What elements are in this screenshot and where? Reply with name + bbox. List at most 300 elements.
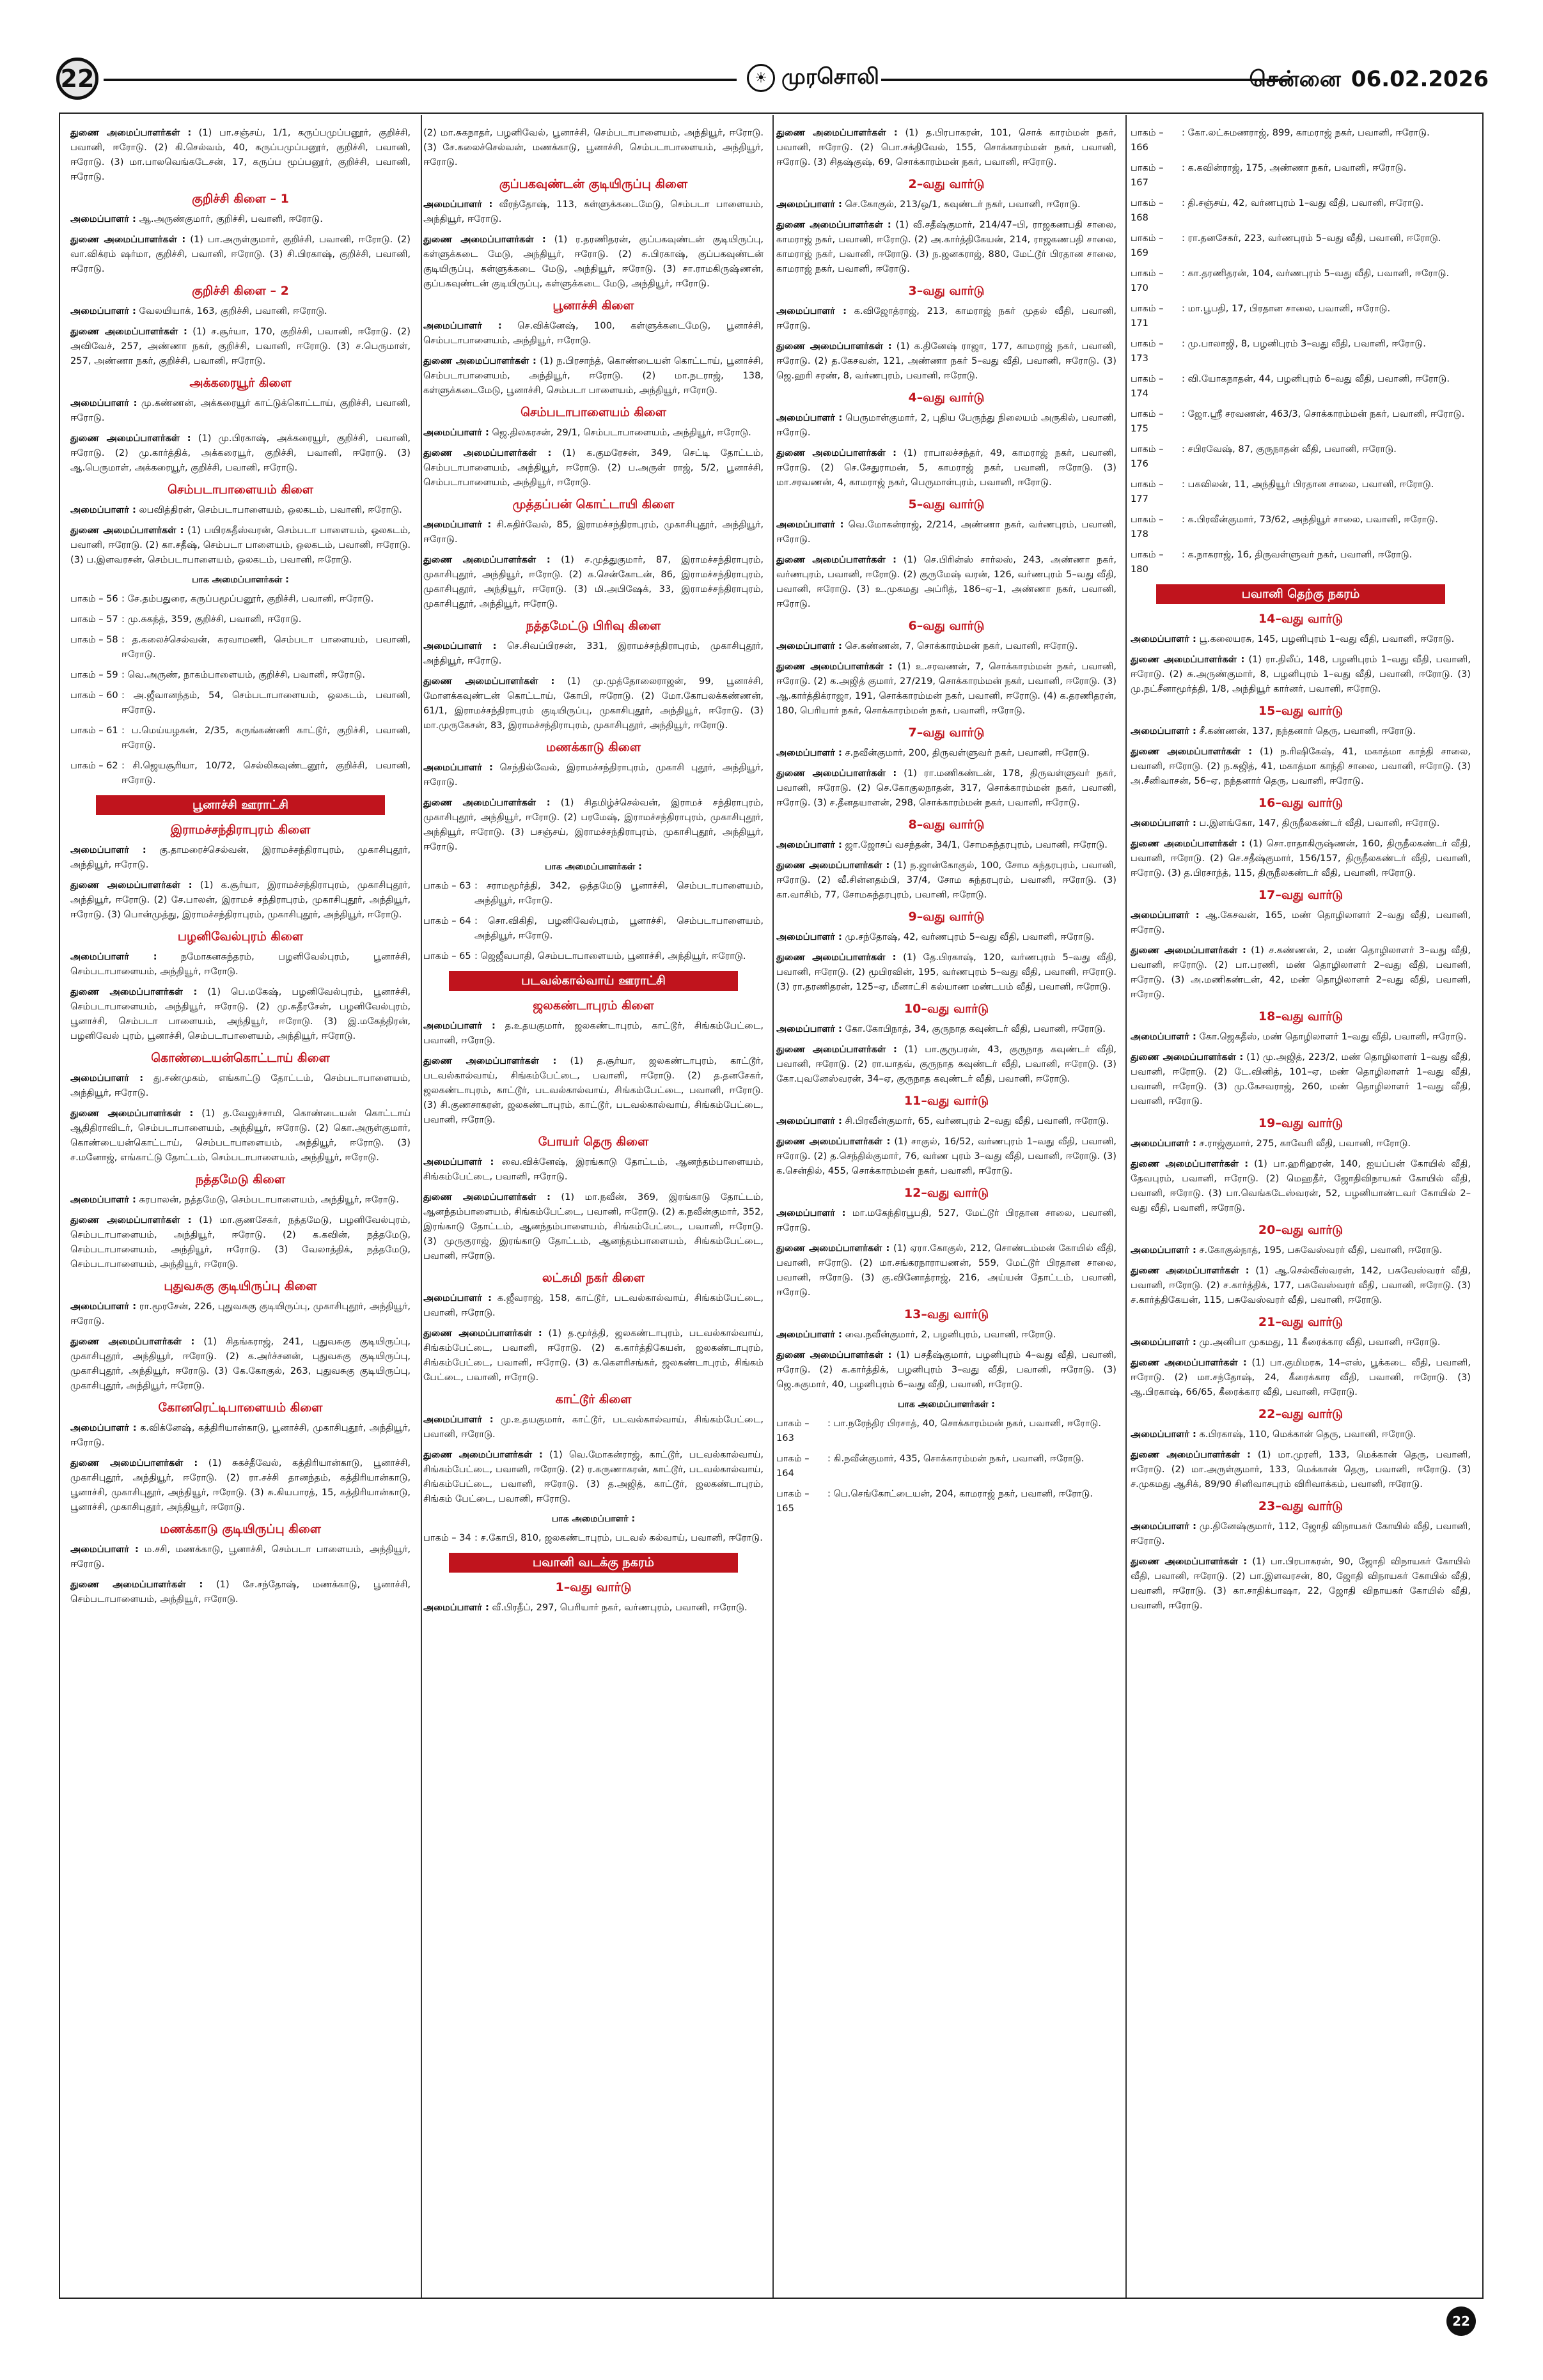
- member-details: (1) தே.பிரகாஷ், 120, வர்ணபுரம் 5–வது வீதி, பவானி, ஈரோடு. (2) மூபிரவின், 195, வர்ணபுரம் 5–வது வீதி, பவானி, ஈரோடு. (3) ரா.தரணிதரன், 125–ஏ, மீனாட்சி கல்யாண மண்டபம் வீதி, பவானி, ஈரோடு.: [776, 952, 1116, 992]
- member-entry: [1131, 1263, 1471, 1307]
- member-details: (1) ச.கண்ணன், 2, மண் தொழிலாளர் 3–வது வீதி, பவானி, ஈரோடு. (2) பா.பரணி, மண் தொழிலாளர் 2–வது வீதி, பவானி, ஈரோடு. (3) அ.மணிகண்டன், 42, மண் தொழிலாளர் 2–வது வீதி, பவானி, ஈரோடு.: [1131, 945, 1471, 1000]
- role-label: அமைப்பாளர் :: [1131, 1138, 1196, 1149]
- booth-number: பாகம் – 34: [423, 1532, 471, 1543]
- booth-member: : பெ.செங்கோட்டையன், 204, காமராஜ் நகர், பவானி, ஈரோடு.: [827, 1488, 1093, 1499]
- member-details: ரா.மூரசேன், 226, புதுவசுகு குடியிருப்பு, முகாசிபுதூர், அந்தியூர், ஈரோடு.: [70, 1301, 411, 1326]
- role-label: அமைப்பாளர் :: [70, 951, 157, 962]
- member-details: (1) சொ.ராதாகிருஷ்ணன், 160, திருநீலகண்டர் வீதி, பவானி, ஈரோடு. (2) செ.சதீஷ்குமார், 156/157, திருநீலகண்டர் வீதி, பவானி, ஈரோடு. (3) த.பிரசாந்த், 115, திருநீலகண்டர் வீதி, பவானி, ஈரோடு.: [1131, 838, 1471, 878]
- role-label: அமைப்பாளர் :: [776, 1208, 846, 1218]
- booth-member: : கா.தரணிதரன், 104, வர்ணபுரம் 5–வது வீதி, பவானி, ஈரோடு.: [1182, 268, 1450, 279]
- section-heading: முத்தப்பன் கொட்டாயி கிளை: [512, 497, 675, 511]
- role-label: அமைப்பாளர் :: [70, 844, 146, 855]
- section-heading: 12–வது வார்டு: [904, 1186, 989, 1200]
- member-details: (1) பா.ஹரிஹரன், 140, ஐயப்பன் கோயில் வீதி, தேவபுரம், பவானி, ஈரோடு. (2) மெஹதீர், ஜோதிவிநாயகர் கோயில் வீதி, பவானி, ஈரோடு. (3) பா.வெங்கடேஸ்வரன், 52, பழனியாண்டவர் கோயில் 2–வது வீதி, பவானி, ஈரோடு.: [1131, 1158, 1471, 1213]
- booth-row: [1131, 301, 1471, 331]
- booth-row: [776, 1451, 1116, 1481]
- role-label: துணை அமைப்பாளர்கள் :: [776, 1044, 897, 1055]
- member-details: நமோகனசுந்தரம், பழனிவேல்புரம், பூனாச்சி, செம்படாபாளையம், அந்தியூர், ஈரோடு.: [70, 951, 411, 977]
- member-entry: [70, 1334, 411, 1393]
- section-heading: 2–வது வார்டு: [908, 177, 985, 191]
- role-label: துணை அமைப்பாளர்கள் :: [423, 1328, 542, 1339]
- role-label: துணை அமைப்பாளர்கள் :: [776, 1243, 890, 1254]
- booth-member: : பா.நரேந்திர பிரசாத், 40, சொக்காரம்மன் நகர், பவானி, ஈரோடு.: [827, 1418, 1102, 1429]
- section-heading: 4–வது வார்டு: [908, 391, 985, 405]
- member-details: கோ.ஜெகதீஸ், மண் தொழிலாளர் 1–வது வீதி, பவானி, ஈரோடு.: [1199, 1031, 1467, 1042]
- role-label: அமைப்பாளர் :: [423, 427, 489, 438]
- member-entry: [70, 232, 411, 276]
- member-details: ஆ.கேசவன், 165, மண் தொழிலாளர் 2–வது வீதி, பவானி, ஈரோடு.: [1131, 910, 1471, 935]
- booth-member: : மு.பாலாஜி, 8, பழனிபுரம் 3–வது வீதி, பவானி, ஈரோடு.: [1182, 338, 1426, 349]
- role-label: அமைப்பாளர் :: [1131, 1337, 1196, 1348]
- member-entry: [1131, 1519, 1471, 1548]
- role-label: அமைப்பாளர் :: [70, 214, 136, 224]
- member-details: செ.கண்ணன், 7, சொக்காரம்மன் நகர், பவானி, ஈரோடு.: [845, 641, 1078, 651]
- member-details: (1) பா.அருள்குமார், குறிச்சி, பவானி, ஈரோடு. (2) வா.விக்ரம் ஷர்மா, குறிச்சி, பவானி, ஈரோடு. (3) சி.பிரகாஷ், குறிச்சி, பவானி, ஈரோடு.: [70, 234, 411, 274]
- member-entry: [70, 1192, 411, 1207]
- member-entry: [423, 1155, 764, 1184]
- section-heading: குறிச்சி கிளை – 2: [192, 284, 289, 298]
- column-divider: [772, 115, 774, 2298]
- member-entry: [70, 878, 411, 922]
- member-details: சீ.கண்ணன், 137, நந்தனார் தெரு, பவானி, ஈரோடு.: [1199, 726, 1416, 736]
- role-label: துணை அமைப்பாளர்கள் :: [1131, 1052, 1244, 1062]
- member-entry: [776, 1241, 1116, 1300]
- section-heading: 15–வது வார்டு: [1258, 704, 1343, 718]
- member-entry: [70, 324, 411, 368]
- booth-number: பாகம் – 168: [1131, 198, 1164, 223]
- role-label: அமைப்பாளர் :: [423, 320, 502, 331]
- section-heading: நத்தமேட்டு பிரிவு கிளை: [526, 619, 661, 633]
- member-details: மு.கண்ணன், அக்கரையூர் காட்டுக்கொட்டாய், குறிச்சி, பவானி, ஈரோடு.: [70, 398, 411, 423]
- member-details: (1) த.மூர்த்தி, ஜலகண்டாபுரம், படவல்கால்வாய், சிங்கம்பேட்டை, பவானி, ஈரோடு. (2) க.கார்த்திகேயன், ஜலகண்டாபுரம், சிங்கம்பேட்டை, பவானி, ஈரோடு. (3) க.கௌரிசங்கர், ஜலகண்டாபுரம், சிங்கம் பேட்டை, பவானி, ஈரோடு.: [423, 1328, 764, 1383]
- booth-member: : சி.ஜெயசூரியா, 10/72, செல்லிகவுண்டனூர், குறிச்சி, பவானி, ஈரோடு.: [121, 760, 411, 786]
- role-label: துணை அமைப்பாளர்கள் :: [776, 860, 890, 871]
- member-details: சி.பிரவீன்குமார், 65, வர்ணபுரம் 2–வது வீதி, பவானி, ஈரோடு.: [845, 1116, 1109, 1126]
- role-label: அமைப்பாளர் :: [70, 1194, 136, 1205]
- member-details: (1) க.சூர்யா, இராமச்சந்திராபுரம், முகாசிபுதூர், அந்தியூர், ஈரோடு. (2) சே.பாலன், இராமச் சந்திராபுரம், முகாசிபுதூர், அந்தியூர், ஈரோடு. (3) பொன்முத்து, இராமச்சந்திராபுரம், முகாசிபுதூர், அந்தியூர், ஈரோடு.: [70, 880, 411, 920]
- booth-number: பாகம் – 60: [70, 690, 118, 701]
- booth-row: [776, 1486, 1116, 1516]
- role-label: துணை அமைப்பாளர்கள் :: [423, 234, 546, 245]
- member-entry: [776, 217, 1116, 276]
- member-details: வெ.மோகன்ராஜ், 2/214, அண்ணா நகர், வர்ணபுரம், பவானி, ஈரோடு.: [776, 519, 1116, 545]
- area-banner: பவானி தெற்கு நகரம்: [1156, 584, 1445, 604]
- member-details: (1) த.சூர்யா, ஜலகண்டாபுரம், காட்டூர், படவல்கால்வாய், சிங்கம்பேட்டை, பவானி, ஈரோடு. (2) த.தனசேகர், ஜலகண்டாபுரம், காட்டூர், படவல்கால்வாய், சிங்கம்பேட்டை, பவானி, ஈரோடு. (3) சி.குணசாகரன், ஜலகண்டாபுரம், காட்டூர், படவல்கால்வாய், சிங்கம்பேட்டை, பவானி, ஈரோடு.: [423, 1055, 764, 1125]
- member-details: (1) உ.சரவணன், 7, சொக்காரம்மன் நகர், பவானி, ஈரோடு. (2) க.அஜித் குமார், 27/219, சொக்காரம்மன் நகர், பவானி, ஈரோடு. (3) ஆ.கார்த்திக்ராஜா, 191, சொக்காரம்மன் நகர், பவானி, ஈரோடு. (4) க.தரணிதரன், 180, பெரியார் நகர், சொக்காரம்மன் நகர், பவானி, ஈரோடு.: [776, 661, 1116, 716]
- member-details: க.விக்னேஷ், கத்திரியான்காடு, பூனாச்சி, முகாசிபுதூர், அந்தியூர், ஈரோடு.: [70, 1422, 411, 1448]
- member-entry: [70, 502, 411, 517]
- member-entry: [1131, 744, 1471, 788]
- member-entry: [776, 339, 1116, 383]
- member-entry: [70, 1299, 411, 1328]
- member-entry: [1131, 1029, 1471, 1044]
- column-2: [423, 125, 764, 2292]
- member-entry: [1131, 816, 1471, 830]
- member-details: (1) பயிரகதீஸ்வரன், செம்படா பாளையம், ஒலகடம், பவானி, ஈரோடு. (2) கா.சதீஷ், செம்படா பாளையம், ஒலகடம், பவானி, ஈரோடு. (3) ப.இளவரசன், செம்படாபாளையம், ஒலகடம், பவானி, ஈரோடு.: [70, 525, 411, 565]
- member-entry: [776, 1134, 1116, 1178]
- section-heading: 1–வது வார்டு: [555, 1580, 632, 1594]
- booth-number: பாகம் – 170: [1131, 268, 1164, 293]
- member-details: கு.தாமரைச்செல்வன், இராமச்சந்திராபுரம், முகாசிபுதூர், அந்தியூர், ஈரோடு.: [70, 844, 411, 870]
- role-label: அமைப்பாளர் :: [423, 762, 493, 773]
- booth-row: [1131, 231, 1471, 260]
- role-label: துணை அமைப்பாளர்கள் :: [70, 127, 192, 138]
- member-entry: [423, 197, 764, 226]
- member-entry: [776, 1348, 1116, 1392]
- booth-number: பாகம் – 166: [1131, 127, 1164, 153]
- role-label: துணை அமைப்பாளர்கள் :: [776, 768, 897, 779]
- role-label: துணை அமைப்பாளர்கள் :: [1131, 1357, 1247, 1368]
- role-label: துணை அமைப்பாளர்கள் :: [423, 355, 537, 366]
- member-details: (1) த.வேலுச்சாமி, கொண்டையன் கொட்டாய் ஆதிதிராவிடர், செம்படாபாளையம், அந்தியூர், ஈரோடு. (2) கொ.அருள்குமார், கொண்டையன்கொட்டாய், செம்படாபாளையம், அந்தியூர், ஈரோடு. (3) ச.மனோஜ், எங்காட்டு தோட்டம், செம்படாபாளையம், அந்தியூர், ஈரோடு.: [70, 1108, 411, 1163]
- role-label: துணை அமைப்பாளர்கள் :: [776, 219, 891, 230]
- section-heading: பூனாச்சி கிளை: [552, 299, 634, 313]
- column-1: [70, 125, 411, 2292]
- member-entry: [1131, 1136, 1471, 1151]
- booth-member: : ஜோ.ஸ்ரீ சரவணன், 463/3, சொக்காரம்மன் நகர், பவானி, ஈரோடு.: [1182, 408, 1465, 419]
- role-label: அமைப்பாளர் :: [1131, 1245, 1196, 1256]
- role-label: அமைப்பாளர் :: [423, 1414, 494, 1425]
- column-divider: [1125, 115, 1127, 2298]
- member-details: ஜெ.திலகரசன், 29/1, செம்படாபாளையம், அந்தியூர், ஈரோடு.: [492, 427, 751, 438]
- member-details: (1) மு.அஜித், 223/2, மண் தொழிலாளர் 1–வது வீதி, பவானி, ஈரோடு. (2) டே.வினித், 101–ஏ, மண் தொழிலாளர் 1–வது வீதி, பவானி, ஈரோடு. (3) மு.கேசவராஜ், 260, மண் தொழிலாளர் 1–வது வீதி, பவானி, ஈரோடு.: [1131, 1052, 1471, 1107]
- member-details: பூ.கலையரசு, 145, பழனிபுரம் 1–வது வீதி, பவானி, ஈரோடு.: [1199, 634, 1455, 644]
- booth-row: [1131, 477, 1471, 506]
- area-banner: படவல்கால்வாய் ஊராட்சி: [449, 971, 738, 991]
- role-label: அமைப்பாளர் :: [776, 641, 842, 651]
- role-label: துணை அமைப்பாளர்கள் :: [423, 1192, 551, 1202]
- member-entry: [776, 766, 1116, 810]
- booth-row: [70, 591, 411, 606]
- role-label: அமைப்பாளர் :: [776, 747, 842, 758]
- area-banner: பவானி வடக்கு நகரம்: [449, 1553, 738, 1573]
- booth-row: [423, 878, 764, 908]
- member-entry: [776, 659, 1116, 718]
- role-label: அமைப்பாளர் :: [70, 1073, 144, 1084]
- member-entry: [70, 431, 411, 475]
- booth-number: பாகம் – 173: [1131, 338, 1164, 364]
- member-details: க.பிரகாஷ், 110, மெக்கான் தெரு, பவானி, ஈரோடு.: [1199, 1429, 1416, 1440]
- booth-member: : சே.தம்பதுரை, கருப்பமூப்பனூர், குறிச்சி, பவானி, ஈரோடு.: [121, 593, 374, 604]
- booth-member: : தி.சஞ்சய், 42, வர்ணபுரம் 1–வது வீதி, பவானி, ஈரோடு.: [1182, 198, 1424, 208]
- section-heading: 16–வது வார்டு: [1258, 796, 1343, 810]
- booth-member: : அ.ஜீவானந்தம், 54, செம்படாபாளையம், ஒலகடம், பவானி, ஈரோடு.: [121, 690, 411, 715]
- member-entry: [423, 425, 764, 440]
- member-entry: [776, 1206, 1116, 1235]
- booth-row: [70, 758, 411, 788]
- member-entry: [423, 1600, 764, 1615]
- section-heading: 6–வது வார்டு: [908, 619, 985, 633]
- member-details: (1) பெ.மகேஷ், பழனிவேல்புரம், பூனாச்சி, செம்படாபாளையம், அந்தியூர், ஈரோடு. (2) மு.சுதீரசேன், பழனிவேல்புரம், பூனாச்சி, செம்படா பாளையம், அந்தியூர், ஈரோடு. (3) இ.மகேந்திரன், பழனிவேல் புரம், பூனாச்சி, செம்படாபாளையம், அந்தியூர், ஈரோடு.: [70, 986, 411, 1041]
- member-entry: [1131, 908, 1471, 937]
- booth-number: பாகம் – 163: [776, 1418, 810, 1443]
- booth-member: : வெ.அருண், நாகம்பாளையம், குறிச்சி, பவானி, ஈரோடு.: [121, 669, 366, 680]
- member-details: மு.அனிபா முகமது, 11 கீரைக்கார வீதி, பவானி, ஈரோடு.: [1199, 1337, 1441, 1348]
- booth-row: [1131, 547, 1471, 577]
- booth-row: [70, 723, 411, 752]
- role-label: அமைப்பாளர் :: [1131, 1031, 1196, 1042]
- member-entry: [776, 304, 1116, 333]
- role-label: துணை அமைப்பாளர்கள் :: [776, 661, 893, 672]
- booth-number: பாகம் – 177: [1131, 479, 1164, 504]
- member-details: (1) ரா.மணிகண்டன், 178, திருவள்ளுவர் நகர், பவானி, ஈரோடு. (2) செ.கோகுலநாதன், 317, சொக்காரம்மன் நகர், பவானி, ஈரோடு. (3) ச.தீனதயாளன், 298, சொக்காரம்மன் நகர், பவானி, ஈரோடு.: [776, 768, 1116, 808]
- column-divider: [421, 115, 422, 2298]
- role-label: துணை அமைப்பாளர்கள் :: [70, 1215, 192, 1225]
- booth-number: பாகம் – 58: [70, 634, 118, 645]
- booth-number: பாகம் – 65: [423, 951, 471, 961]
- member-entry: [776, 745, 1116, 760]
- booth-member: : சராமமூர்த்தி, 342, ஒத்தமேடு பூனாச்சி, செம்படாபாளையம், அந்தியூர், ஈரோடு.: [474, 880, 764, 906]
- role-label: அமைப்பாளர் :: [423, 1293, 492, 1303]
- page-number-badge: 22: [56, 58, 98, 100]
- role-label: அமைப்பாளர் :: [423, 1602, 489, 1613]
- member-entry: [423, 760, 764, 789]
- booth-row: [1131, 407, 1471, 436]
- booth-number: பாகம் – 64: [423, 915, 471, 926]
- member-entry: [70, 212, 411, 226]
- member-entry: [776, 950, 1116, 994]
- member-entry: [776, 837, 1116, 852]
- section-heading: செம்படாபாளையம் கிளை: [521, 405, 666, 419]
- section-heading: 11–வது வார்டு: [904, 1094, 989, 1108]
- member-entry: [423, 639, 764, 668]
- booth-number: பாகம் – 176: [1131, 444, 1164, 469]
- member-entry: [1131, 1355, 1471, 1399]
- member-details: (2) மா.சுகநாதர், பழனிவேல், பூனாச்சி, செம்படாபாளையம், அந்தியூர், ஈரோடு. (3) சே.கலைச்செல்வன், மணக்காடு, பூனாச்சி, செம்படாபாளையம், அந்தியூர், ஈரோடு.: [423, 127, 764, 167]
- member-details: ச.நவீன்குமார், 200, திருவள்ளுவர் நகர், பவானி, ஈரோடு.: [845, 747, 1090, 758]
- member-details: (1) சே.சந்தோஷ், மணக்காடு, பூனாச்சி, செம்படாபாளையம், அந்தியூர், ஈரோடு.: [70, 1579, 411, 1605]
- role-label: துணை அமைப்பாளர்கள் :: [70, 1336, 195, 1347]
- role-label: அமைப்பாளர் :: [776, 306, 847, 316]
- member-entry: [70, 1071, 411, 1100]
- member-details: லபவித்திரன், செம்படாபாளையம், ஒலகடம், பவானி, ஈரோடு.: [139, 504, 402, 515]
- member-entry: [776, 125, 1116, 169]
- booth-number: பாகம் – 63: [423, 880, 471, 891]
- section-heading: கொண்டையன்கொட்டாய் கிளை: [151, 1051, 330, 1065]
- booth-row: [70, 667, 411, 682]
- member-entry: [776, 1327, 1116, 1342]
- role-label: அமைப்பாளர் :: [776, 199, 842, 210]
- booth-number: பாகம் – 61: [70, 725, 118, 736]
- role-label: அமைப்பாளர் :: [70, 306, 136, 316]
- member-details: ம.சசி, மணக்காடு, பூனாச்சி, செம்படா பாளையம், அந்தியூர், ஈரோடு.: [70, 1544, 411, 1569]
- role-label: துணை அமைப்பாளர்கள் :: [776, 1136, 891, 1147]
- booth-row: [1131, 512, 1471, 541]
- member-details: (1) சுகச்தீவேல், கத்திரியான்காடு, பூனாச்சி, முகாசிபுதூர், அந்தியூர், ஈரோடு. (2) ரா.சச்சி தானந்தம், கத்திரியான்காடு, பூனாச்சி, முகாசிபுதூர், அந்தியூர், ஈரோடு. (3) சு.கியபாரத், 15, கத்திரியான்காடு, பூனாச்சி, முகாசிபுதூர், அந்தியூர், ஈரோடு.: [70, 1458, 411, 1513]
- role-label: அமைப்பாளர் :: [423, 519, 492, 530]
- member-entry: [423, 446, 764, 490]
- member-entry: [423, 1054, 764, 1127]
- member-entry: [1131, 632, 1471, 646]
- booth-number: பாகம் – 164: [776, 1453, 810, 1479]
- column-3: [776, 125, 1116, 2292]
- member-entry: [1131, 1156, 1471, 1215]
- subheading: பாக அமைப்பாளர்கள் :: [192, 575, 289, 585]
- section-heading: லட்சுமி நகர் கிளை: [542, 1271, 645, 1285]
- role-label: துணை அமைப்பாளர்கள் :: [70, 525, 184, 536]
- section-heading: 13–வது வார்டு: [904, 1307, 989, 1321]
- section-heading: 23–வது வார்டு: [1258, 1499, 1343, 1513]
- member-entry: [70, 984, 411, 1043]
- member-entry: [776, 197, 1116, 212]
- member-entry: [1131, 1050, 1471, 1108]
- role-label: துணை அமைப்பாளர்கள் :: [1131, 1449, 1251, 1460]
- member-entry: [1131, 724, 1471, 738]
- member-details: (1) செ.பிரின்ஸ் சார்லஸ், 243, அண்ணா நகர், வர்ணபுரம், பவானி, ஈரோடு. (2) குருமேஷ் வரன், 126, வர்ணபுரம் 5–வது வீதி, பவானி, ஈரோடு. (3) உ.முகமது அப்ரித், 186–ஏ–1, அண்ணா நகர், பவானி, ஈரோடு.: [776, 554, 1116, 609]
- booth-member: : சபிரவேஷ், 87, குருநாதன் வீதி, பவானி, ஈரோடு.: [1182, 444, 1397, 455]
- role-label: துணை அமைப்பாளர்கள் :: [1131, 945, 1246, 956]
- booth-row: [1131, 371, 1471, 401]
- member-entry: [70, 1577, 411, 1606]
- role-label: துணை அமைப்பாளர்கள் :: [776, 341, 892, 352]
- dateline: [1249, 66, 1489, 95]
- booth-member: : ஜெஜீவபாதி, செம்படாபாளையம், பூனாச்சி, அந்தியூர், ஈரோடு.: [474, 951, 746, 961]
- section-heading: 10–வது வார்டு: [904, 1002, 989, 1016]
- member-details: (1) ச.முத்துகுமார், 87, இராமச்சந்திராபுரம், முகாசிபுதூர், அந்தியூர், ஈரோடு. (2) க.சென்கோடன், 86, இராமச்சந்திராபுரம், முகாசிபுதூர், அந்தியூர், ஈரோடு. (3) மி.அபிஷேக், 33, இராமச்சந்திராபுரம், முகாசிபுதூர், அந்தியூர், ஈரோடு.: [423, 554, 764, 609]
- member-details: து.சண்முகம், எங்காட்டு தோட்டம், செம்படாபாளையம், அந்தியூர், ஈரோடு.: [70, 1073, 411, 1098]
- rising-sun-emblem-icon: ☀: [747, 64, 775, 92]
- member-details: வை.விக்னேஷ், இரங்காடு தோட்டம், ஆனந்தம்பாளையம், சிங்கம்பேட்டை, பவானி, ஈரோடு.: [423, 1156, 764, 1182]
- section-heading: நத்தமேடு கிளை: [196, 1172, 285, 1186]
- member-details: வீ.பிரதீப், 297, பெரியார் நகர், வர்ணபுரம், பவானி, ஈரோடு.: [492, 1602, 748, 1613]
- booth-row: [1131, 266, 1471, 295]
- member-details: (1) மா.முரளி, 133, மெக்கான் தெரு, பவானி, ஈரோடு. (2) மா.அருள்குமார், 133, மெக்கான் தெரு, பவானி, ஈரோடு. (3) ச.முகமது ஆசிக், 89/90 சினிவாசபுரம் விரிவாக்கம், பவானி, ஈரோடு.: [1131, 1449, 1471, 1489]
- member-entry: [1131, 652, 1471, 696]
- member-details: செந்தில்வேல், இராமச்சந்திராபுரம், முகாசி புதூர், அந்தியூர், ஈரோடு.: [423, 762, 764, 788]
- section-heading: மணக்காடு குடியிருப்பு கிளை: [160, 1522, 321, 1536]
- member-entry: [423, 318, 764, 348]
- member-entry: [776, 446, 1116, 490]
- section-heading: இராமச்சந்திராபுரம் கிளை: [170, 823, 311, 837]
- member-entry: [776, 1042, 1116, 1086]
- member-details: செ.விக்னேஷ், 100, கள்ளுக்கடைமேடு, பூனாச்சி, செம்படாபாளையம், அந்தியூர், ஈரோடு.: [423, 320, 764, 346]
- member-entry: [776, 929, 1116, 944]
- member-details: வேலயியாக், 163, குறிச்சி, பவானி, ஈரோடு.: [139, 306, 327, 316]
- member-details: (1) பா.சஞ்சய், 1/1, கருப்பமுப்பனூர், குறிச்சி, பவானி, ஈரோடு. (2) கி.செல்வம், 40, கருப்பமுப்பனூர், குறிச்சி, பவானி, ஈரோடு. (3) மா.பாலவெங்கடேசன், 17, கருப்ப மூப்பனூர், குறிச்சி, பவானி, ஈரோடு.: [70, 127, 411, 182]
- booth-row: [423, 914, 764, 943]
- member-details: (1) க.குமரேசன், 349, செட்டி தோட்டம், செம்படாபாளையம், அந்தியூர், ஈரோடு. (2) ப.அருள் ராஜ், 5/2, பூனாச்சி, செம்படாபாளையம், அந்தியூர், ஈரோடு.: [423, 447, 764, 488]
- booth-row: [70, 632, 411, 662]
- member-details: (1) சாகுல், 16/52, வர்ணபுரம் 1–வது வீதி, பவானி, ஈரோடு. (2) த.செந்தில்குமார், 76, வர்ண புரம் 3–வது வீதி, பவானி, ஈரோடு. (3) க.சென்தில், 455, சொக்காரம்மன் நகர், பவானி, ஈரோடு.: [776, 1136, 1116, 1176]
- subheading: பாக அமைப்பாளர்கள் :: [545, 862, 642, 872]
- role-label: அமைப்பாளர் :: [776, 412, 843, 423]
- member-details: வீரந்தோஷ், 113, கள்ளுக்கடைமேடு, செம்படா பாளையம், அந்தியூர், ஈரோடு.: [423, 199, 764, 224]
- role-label: துணை அமைப்பாளர்கள் :: [776, 554, 897, 565]
- member-details: (1) ந.ஜான்கோகுல், 100, சோம சுந்தரபுரம், பவானி, ஈரோடு. (2) வீ.சின்னதம்பி, 37/4, சோம சுந்தரபுரம், பவானி, ஈரோடு. (3) கா.வாசிம், 77, சோமசுந்தரபுரம், பவானி, ஈரோடு.: [776, 860, 1116, 900]
- section-heading: பழனிவேல்புரம் கிளை: [177, 929, 304, 944]
- member-entry: [1131, 836, 1471, 880]
- member-details: (1) சிதங்கராஜ், 241, புதுவசுகு குடியிருப்பு, முகாசிபுதூர், அந்தியூர், ஈரோடு. (2) க.அர்ச்சனன், புதுவசுகு குடியிருப்பு, முகாசிபுதூர், அந்தியூர், ஈரோடு. (3) கே.கோகுல், 263, புதுவசுகு குடியிருப்பு, முகாசிபுதூர், அந்தியூர், ஈரோடு.: [70, 1336, 411, 1391]
- booth-number: பாகம் – 175: [1131, 408, 1164, 434]
- member-entry: [1131, 1554, 1471, 1613]
- booth-row: [423, 949, 764, 963]
- member-entry: [776, 552, 1116, 611]
- booth-member: : மு.சுகந்த், 359, குறிச்சி, பவானி, ஈரோடு.: [121, 614, 302, 625]
- member-details: (1) ர.தரணிதரன், குப்பகவுண்டன் குடியிருப்பு, கள்ளுக்கடை மேடு, அந்தியூர், ஈரோடு. (2) சு.பிரகாஷ், குப்பகவுண்டன் குடியிருப்பு, கள்ளுக்கடை மேடு, அந்தியூர், ஈரோடு. (3) சா.ராமகிருஷ்ணன், குப்பகவுண்டன் குடியிருப்பு, கள்ளுக்கடை மேடு, அந்தியூர், ஈரோடு.: [423, 234, 764, 289]
- booth-member: : க.பிரவீன்குமார், 73/62, அந்தியூர் சாலை, பவானி, ஈரோடு.: [1182, 514, 1438, 525]
- role-label: அமைப்பாளர் :: [423, 1156, 494, 1167]
- member-details: (1) வெ.மோகன்ராஜ், காட்டூர், படவல்கால்வாய், சிங்கம்பேட்டை, பவானி, ஈரோடு. (2) ர.கருணாகரன், காட்டூர், படவல்கால்வாய், சிங்கம்பேட்டை, பவானி, ஈரோடு. (3) த.அஜித், காட்டூர், ஜலகண்டாபுரம், சிங்கம் பேட்டை, பவானி, ஈரோடு.: [423, 1449, 764, 1504]
- member-entry: [776, 1022, 1116, 1036]
- role-label: துணை அமைப்பாளர்கள் :: [1131, 746, 1253, 757]
- role-label: துணை அமைப்பாளர்கள் :: [423, 447, 552, 458]
- member-details: (1) ராபாலச்சந்தர், 49, காமராஜ் நகர், பவானி, ஈரோடு. (2) செ.சேதுராமன், 5, காமராஜ் நகர், பவானி, ஈரோடு. (3) மா.சரவணன், 4, காமராஜ் நகர், பெருமாள்புரம், பவானி, ஈரோடு.: [776, 447, 1116, 488]
- header-rule-right: [881, 79, 1290, 81]
- member-details: செ.சிவப்பிரசன், 331, இராமச்சந்திராபுரம், முகாசிபுதூர், அந்தியூர், ஈரோடு.: [423, 641, 764, 666]
- member-details: க.விஜோத்ராஜ், 213, காமராஜ் நகர் முதல் வீதி, பவானி, ஈரோடு.: [776, 306, 1116, 331]
- booth-row: [776, 1416, 1116, 1445]
- role-label: துணை அமைப்பாளர்கள் :: [776, 447, 897, 458]
- subheading: பாக அமைப்பாளர் :: [551, 1514, 636, 1524]
- role-label: துணை அமைப்பாளர்கள் :: [423, 1449, 543, 1460]
- member-entry: [423, 1291, 764, 1320]
- role-label: அமைப்பாளர் :: [423, 199, 493, 210]
- section-heading: 21–வது வார்டு: [1258, 1315, 1343, 1329]
- section-heading: அக்கரையூர் கிளை: [189, 376, 292, 390]
- section-heading: 22–வது வார்டு: [1258, 1407, 1343, 1421]
- section-heading: 8–வது வார்டு: [908, 818, 985, 832]
- role-label: அமைப்பாளர் :: [1131, 910, 1200, 921]
- member-entry: [776, 1114, 1116, 1128]
- member-entry: [776, 517, 1116, 547]
- role-label: துணை அமைப்பாளர்கள் :: [70, 880, 192, 891]
- role-label: அமைப்பாளர் :: [70, 398, 137, 408]
- member-details: ப.இளங்கோ, 147, திருநீலகண்டர் வீதி, பவானி, ஈரோடு.: [1199, 818, 1440, 828]
- area-banner: பூனாச்சி ஊராட்சி: [96, 795, 385, 815]
- booth-number: பாகம் – 62: [70, 760, 118, 771]
- member-details: க.ஜீவராஜ், 158, காட்டூர், படவல்கால்வாய், சிங்கம்பேட்டை, பவானி, ஈரோடு.: [423, 1293, 764, 1318]
- member-entry: [1131, 1427, 1471, 1442]
- section-heading: மணக்காடு கிளை: [546, 740, 641, 754]
- member-details: (1) ந.ரிஷிகேஷ், 41, மகாத்மா காந்தி சாலை, பவானி, ஈரோடு. (2) ந.சுஜித், 41, மகாத்மா காந்தி சாலை, பவானி, ஈரோடு. (3) அ.சீனிவாசன், 56–ஏ, நந்தனார் தெரு, பவானி, ஈரோடு.: [1131, 746, 1471, 786]
- role-label: துணை அமைப்பாளர்கள் :: [1131, 1265, 1249, 1276]
- member-entry: [776, 639, 1116, 653]
- section-heading: குப்பகவுண்டன் குடியிருப்பு கிளை: [499, 177, 688, 191]
- section-heading: 18–வது வார்டு: [1258, 1009, 1343, 1023]
- booth-member: : க.கவின்ராஜ், 175, அண்ணா நகர், பவானி, ஈரோடு.: [1182, 162, 1407, 173]
- role-label: துணை அமைப்பாளர்கள் :: [70, 234, 186, 245]
- member-entry: [423, 795, 764, 854]
- member-entry: [776, 410, 1116, 440]
- member-entry: [1131, 943, 1471, 1002]
- member-entry: [70, 1456, 411, 1514]
- role-label: அமைப்பாளர் :: [1131, 1521, 1196, 1532]
- column-4: [1131, 125, 1471, 2292]
- member-details: (1) க.தினேஷ் ராஜா, 177, காமராஜ் நகர், பவானி, ஈரோடு. (2) த.கேசவன், 121, அண்ணா நகர் 5–வது வீதி, பவானி, ஈரோடு. (3) ஜெ.ஹரி சரண், 8, வர்ணபுரம், பவானி, ஈரோடு.: [776, 341, 1116, 381]
- member-details: மு.உதயகுமார், காட்டூர், படவல்கால்வாய், சிங்கம்பேட்டை, பவானி, ஈரோடு.: [423, 1414, 764, 1440]
- section-heading: 14–வது வார்டு: [1258, 612, 1343, 626]
- member-details: ஜா.ஜோசப் வசந்தன், 34/1, சோமசுந்தரபுரம், பவானி, ஈரோடு.: [845, 839, 1108, 850]
- masthead-title: முரசொலி: [781, 64, 879, 89]
- booth-row: [70, 688, 411, 717]
- role-label: துணை அமைப்பாளர்கள் :: [776, 1349, 892, 1360]
- booth-row: [1131, 196, 1471, 225]
- member-entry: [70, 523, 411, 567]
- role-label: அமைப்பாளர் :: [1131, 726, 1196, 736]
- section-heading: புதுவசுகு குடியிருப்பு கிளை: [164, 1279, 317, 1293]
- role-label: துணை அமைப்பாளர்கள் :: [776, 127, 898, 138]
- section-heading: 3–வது வார்டு: [908, 284, 985, 298]
- role-label: துணை அமைப்பாளர்கள் :: [70, 1579, 203, 1590]
- section-heading: குறிச்சி கிளை – 1: [192, 192, 289, 206]
- booth-number: பாகம் – 169: [1131, 233, 1164, 258]
- member-entry: [423, 552, 764, 611]
- member-entry: [423, 1190, 764, 1263]
- member-entry: [423, 1326, 764, 1385]
- role-label: அமைப்பாளர் :: [776, 839, 842, 850]
- member-entry: [423, 232, 764, 291]
- member-details: (1) ரா.திலீப், 148, பழனிபுரம் 1–வது வீதி, பவானி, ஈரோடு. (2) சு.அருண்குமார், 8, பழனிபுரம் 1–வது வீதி, பவானி, ஈரோடு. (3) மு.நட்சீனாமூர்த்தி, 1/8, அந்தியூர் கார்னர், பவானி, ஈரோடு.: [1131, 654, 1471, 694]
